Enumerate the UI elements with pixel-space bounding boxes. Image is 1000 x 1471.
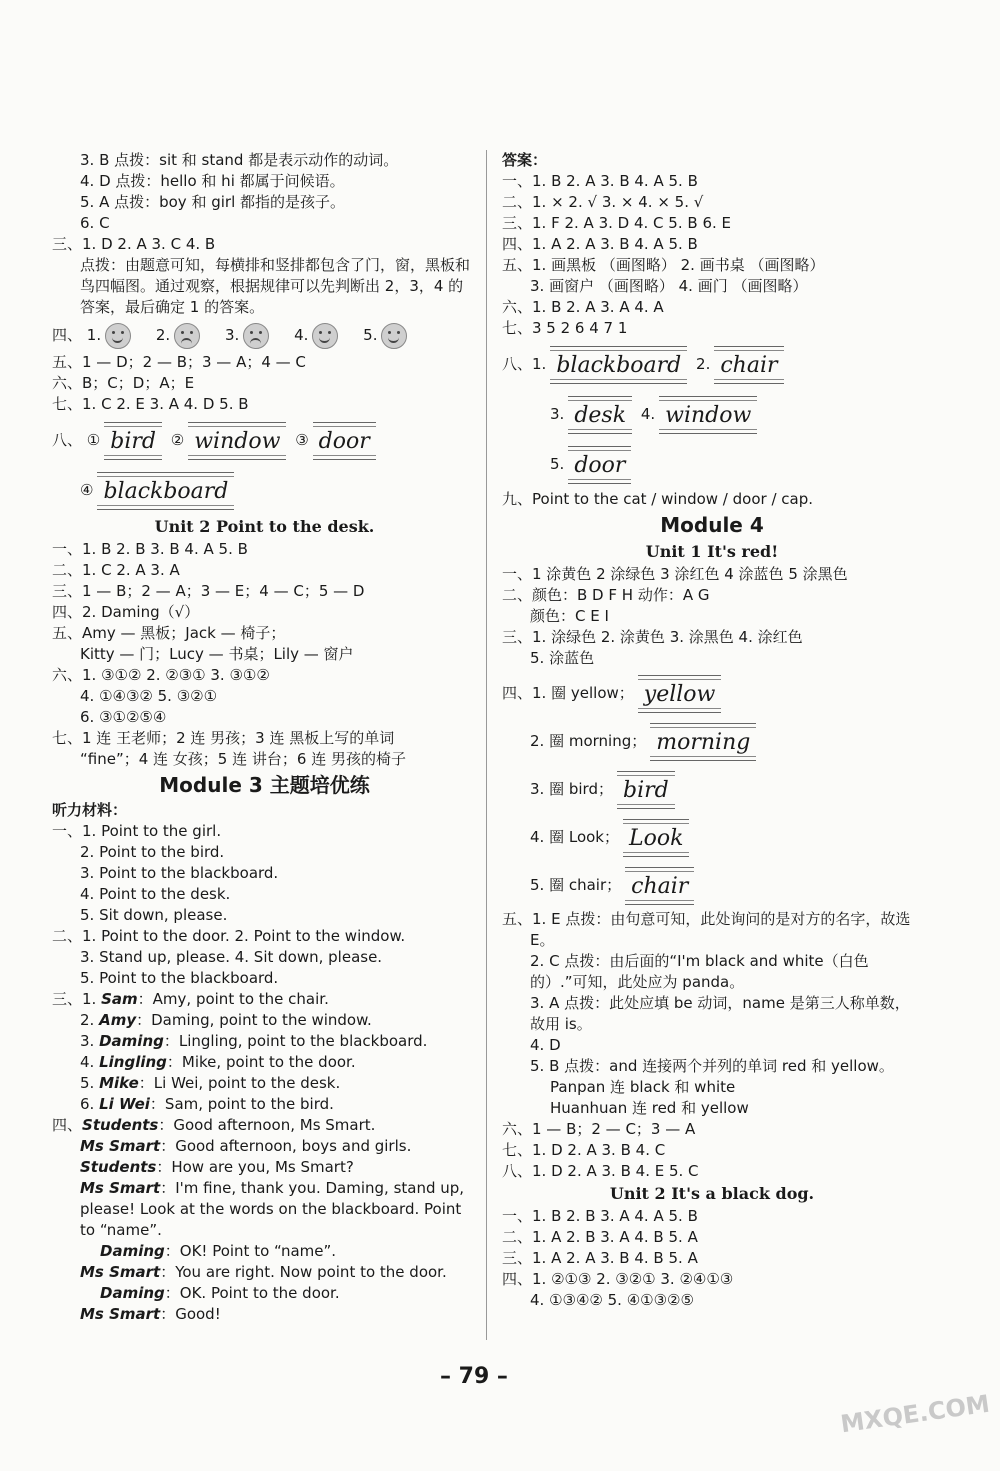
handwritten-word: bird xyxy=(617,771,675,809)
answer-line: 6. C xyxy=(80,214,110,232)
answer-line: 二、1. C 2. A 3. A xyxy=(52,561,180,579)
dialogue-line xyxy=(52,1073,477,1094)
section-number: 四、 xyxy=(52,326,83,344)
answer-line: 五、Amy — 黑板；Jack — 椅子； xyxy=(52,624,286,642)
answer-line: 三、1 — B；2 — A；3 — E；4 — C；5 — D xyxy=(52,582,365,600)
answer-line: 6. ③①②⑤④ xyxy=(80,708,167,726)
hint-paragraph: 5. B 点拨：and 连接两个并列的单词 red 和 yellow。 xyxy=(530,1057,894,1075)
answer-line: Huanhuan 连 red 和 yellow xyxy=(550,1099,749,1117)
answer-line: 三、1. F 2. A 3. D 4. C 5. B 6. E xyxy=(502,214,731,232)
transcript-line: 3. Point to the blackboard. xyxy=(80,864,279,882)
item-number: ① xyxy=(86,431,101,449)
hint-paragraph: 五、1. E 点拨：由句意可知，此处询问的是对方的名字，故选 E。 xyxy=(502,910,911,949)
answer-line: 一、1. B 2. B 3. B 4. A 5. B xyxy=(52,540,248,558)
handwritten-word: chair xyxy=(625,867,694,905)
speaker-name: Students xyxy=(80,1158,157,1176)
faces-row xyxy=(52,318,477,352)
handwriting-row xyxy=(52,415,477,465)
handwriting-row xyxy=(502,669,922,717)
item-number: 2. xyxy=(80,1011,95,1029)
handwriting-row xyxy=(502,861,922,909)
answer-line: 一、1. B 2. A 3. B 4. A 5. B xyxy=(502,172,698,190)
handwritten-word: blackboard xyxy=(550,346,687,384)
left-column xyxy=(52,150,477,1325)
item-number: 4. xyxy=(530,828,545,846)
handwritten-word: door xyxy=(313,422,376,460)
transcript-line: 一、1. Point to the girl. xyxy=(52,822,222,840)
section-number: 八、 xyxy=(52,431,83,449)
answer-line: 三、1. A 2. A 3. B 4. B 5. A xyxy=(502,1249,698,1267)
section-label: 听力材料： xyxy=(52,801,128,819)
hint-paragraph: 2. C 点拨：由后面的“I'm black and white（白色的）.”可知，此处应为 panda。 xyxy=(530,952,869,991)
dialogue-text: ：Mike, point to the door. xyxy=(166,1053,356,1071)
module-title: Module 4 xyxy=(660,513,764,537)
dialogue-line xyxy=(52,989,477,1010)
item-number: 3. xyxy=(224,326,240,344)
transcript-line: 2. Point to the bird. xyxy=(80,843,225,861)
item-number: 6. xyxy=(80,1095,95,1113)
item-number: 5. xyxy=(530,876,545,894)
handwritten-word: desk xyxy=(568,396,632,434)
handwriting-row xyxy=(502,813,922,861)
unit-title: Unit 1 It's red! xyxy=(645,542,779,561)
right-column xyxy=(502,150,922,1311)
section-label: 答案： xyxy=(502,151,548,169)
dialogue-line xyxy=(52,1010,477,1031)
hint-paragraph: 3. A 点拨：此处应填 be 动词，name 是第三人称单数，故用 is。 xyxy=(530,994,910,1033)
speaker-name: Ms Smart xyxy=(80,1137,161,1155)
dialogue-line xyxy=(52,1115,477,1136)
dialogue-text: ：OK! Point to “name”. xyxy=(164,1242,337,1260)
answer-line: 3. B 点拨：sit 和 stand 都是表示动作的动词。 xyxy=(80,151,399,169)
dialogue-text: ：OK. Point to the door. xyxy=(164,1284,340,1302)
dialogue-text: ：Lingling, point to the blackboard. xyxy=(163,1032,428,1050)
sad-face-icon xyxy=(243,323,269,349)
handwriting-row xyxy=(52,465,477,515)
unit-title: Unit 2 It's a black dog. xyxy=(609,1184,815,1203)
unit-title: Unit 2 Point to the desk. xyxy=(154,517,375,536)
smiley-face-icon xyxy=(105,323,131,349)
handwriting-row xyxy=(502,389,922,439)
answer-line: 三、1. 涂绿色 2. 涂黄色 3. 涂黑色 4. 涂红色 xyxy=(502,628,803,646)
speaker-name: Students xyxy=(82,1116,159,1134)
dialogue-line xyxy=(52,1283,477,1304)
item-number: ② xyxy=(170,431,185,449)
answer-line: 六、B；C；D；A；E xyxy=(52,374,195,392)
section-number: 四、 xyxy=(52,1116,83,1134)
sad-face-icon xyxy=(174,323,200,349)
speaker-name: Mike xyxy=(99,1074,139,1092)
answer-line: 一、1. B 2. B 3. A 4. A 5. B xyxy=(502,1207,698,1225)
dialogue-text: ：Good afternoon, boys and girls. xyxy=(160,1137,412,1155)
speaker-name: Sam xyxy=(101,990,138,1008)
answer-line: 4. D xyxy=(530,1036,561,1054)
handwritten-word: morning xyxy=(650,723,756,761)
answer-line: 八、1. D 2. A 3. B 4. E 5. C xyxy=(502,1162,699,1180)
dialogue-text: ：Amy, point to the chair. xyxy=(137,990,329,1008)
item-number: 4. xyxy=(80,1053,95,1071)
item-number: 三、1. xyxy=(52,990,97,1008)
section-number: 四、 xyxy=(502,684,533,702)
answer-line: 五、1 — D；2 — B；3 — A；4 — C xyxy=(52,353,306,371)
answer-line: 一、1 涂黄色 2 涂绿色 3 涂红色 4 涂蓝色 5 涂黑色 xyxy=(502,565,848,583)
answer-line: 七、1. D 2. A 3. B 4. C xyxy=(502,1141,666,1159)
answer-line: 三、1. D 2. A 3. C 4. B xyxy=(52,235,216,253)
answer-line: 二、颜色：B D F H 动作：A G xyxy=(502,586,710,604)
speaker-name: Daming xyxy=(100,1242,165,1260)
dialogue-line xyxy=(52,1157,477,1178)
answer-text: 圈 Look； xyxy=(549,828,619,846)
answer-line: 4. D 点拨：hello 和 hi 都属于问候语。 xyxy=(80,172,345,190)
item-number: 1. xyxy=(532,355,547,373)
answer-line: 六、1 — B；2 — C；3 — A xyxy=(502,1120,696,1138)
watermark: MXQE.COM xyxy=(838,1389,992,1439)
item-number: 5. xyxy=(80,1074,95,1092)
speaker-name: Lingling xyxy=(99,1053,167,1071)
answer-line: 九、Point to the cat / window / door / cap. xyxy=(502,490,813,508)
transcript-line: 5. Sit down, please. xyxy=(80,906,228,924)
item-number: 3. xyxy=(530,780,545,798)
handwritten-word: yellow xyxy=(638,675,722,713)
dialogue-text: ：How are you, Ms Smart? xyxy=(156,1158,354,1176)
handwritten-word: door xyxy=(568,446,631,484)
speaker-name: Ms Smart xyxy=(80,1305,161,1323)
smiley-face-icon xyxy=(312,323,338,349)
answer-text: 圈 bird； xyxy=(549,780,613,798)
item-number: 5. xyxy=(363,326,378,344)
handwritten-word: Look xyxy=(623,819,689,857)
answer-line: 七、3 5 2 6 4 7 1 xyxy=(502,319,628,337)
answer-line: 四、2. Daming（√） xyxy=(52,603,200,621)
answer-line: 六、1. B 2. A 3. A 4. A xyxy=(502,298,664,316)
item-number: 2. xyxy=(530,732,545,750)
handwritten-word: bird xyxy=(104,422,162,460)
item-number: 2. xyxy=(696,355,711,373)
item-number: 2. xyxy=(155,326,171,344)
dialogue-text: ：Sam, point to the bird. xyxy=(149,1095,334,1113)
dialogue-line xyxy=(52,1031,477,1052)
dialogue-line xyxy=(52,1262,477,1283)
item-number: 4. xyxy=(294,326,309,344)
dialogue-text: ：Good afternoon, Ms Smart. xyxy=(158,1116,376,1134)
handwriting-row xyxy=(502,717,922,765)
dialogue-line xyxy=(52,1178,477,1241)
item-number: 5. xyxy=(550,455,565,473)
answer-line: 六、1. ③①② 2. ②③① 3. ③①② xyxy=(52,666,270,684)
smiley-face-icon xyxy=(381,323,407,349)
dialogue-line xyxy=(52,1241,477,1262)
answer-line: 4. ①③④② 5. ④①③②⑤ xyxy=(530,1291,694,1309)
handwriting-row xyxy=(502,765,922,813)
item-number: 3. xyxy=(80,1032,95,1050)
answer-line: 五、1. 画黑板 （画图略） 2. 画书桌 （画图略） xyxy=(502,256,825,274)
handwritten-word: blackboard xyxy=(97,472,234,510)
transcript-line: 二、1. Point to the door. 2. Point to the window. xyxy=(52,927,406,945)
item-number: 3. xyxy=(550,405,565,423)
dialogue-text: ：Good! xyxy=(160,1305,221,1323)
answer-text: 圈 chair； xyxy=(549,876,622,894)
module-title: Module 3 主题培优练 xyxy=(159,773,370,797)
dialogue-line xyxy=(52,1052,477,1073)
handwritten-word: chair xyxy=(714,346,783,384)
column-divider xyxy=(486,150,487,1340)
item-number: ④ xyxy=(80,481,94,499)
answer-line: Kitty — 门；Lucy — 书桌；Lily — 窗户 xyxy=(80,645,354,663)
answer-line: 5. 涂蓝色 xyxy=(530,649,595,667)
item-number: 1. xyxy=(86,326,102,344)
handwritten-word: window xyxy=(188,422,286,460)
answer-line: 四、1. ②①③ 2. ③②① 3. ②④①③ xyxy=(502,1270,734,1288)
handwriting-row xyxy=(502,339,922,389)
handwritten-word: window xyxy=(659,396,757,434)
answer-line: 5. A 点拨：boy 和 girl 都指的是孩子。 xyxy=(80,193,346,211)
dialogue-text: ：You are right. Now point to the door. xyxy=(160,1263,447,1281)
dialogue-line xyxy=(52,1136,477,1157)
speaker-name: Li Wei xyxy=(99,1095,150,1113)
speaker-name: Daming xyxy=(100,1284,165,1302)
answer-text: 圈 morning； xyxy=(549,732,647,750)
item-number: ③ xyxy=(295,431,309,449)
dialogue-text: ：Daming, point to the window. xyxy=(136,1011,372,1029)
speaker-name: Amy xyxy=(99,1011,137,1029)
dialogue-line xyxy=(52,1304,477,1325)
answer-line: 二、1. A 2. B 3. A 4. B 5. A xyxy=(502,1228,698,1246)
dialogue-line xyxy=(52,1094,477,1115)
answer-line: 四、1. A 2. A 3. B 4. A 5. B xyxy=(502,235,698,253)
speaker-name: Ms Smart xyxy=(80,1263,161,1281)
answer-line: Panpan 连 black 和 white xyxy=(550,1078,736,1096)
transcript-line: 5. Point to the blackboard. xyxy=(80,969,279,987)
answer-line: 二、1. × 2. √ 3. × 4. × 5. √ xyxy=(502,193,704,211)
page-number: – 79 – xyxy=(440,1364,508,1389)
answer-line: 七、1 连 王老师；2 连 男孩；3 连 黑板上写的单词 xyxy=(52,729,395,747)
item-number: 1. xyxy=(532,684,547,702)
section-number: 八、 xyxy=(502,355,533,373)
answer-line: 颜色：C E I xyxy=(530,607,609,625)
answer-line: 七、1. C 2. E 3. A 4. D 5. B xyxy=(52,395,249,413)
item-number: 4. xyxy=(640,405,656,423)
speaker-name: Ms Smart xyxy=(80,1179,161,1197)
handwriting-row xyxy=(502,439,922,489)
answer-text: 圈 yellow； xyxy=(551,684,634,702)
hint-paragraph: 点拨：由题意可知，每横排和竖排都包含了门，窗，黑板和鸟四幅图。通过观察，根据规律可以先判断出 2，3，4 的答案，最后确定 1 的答案。 xyxy=(80,256,471,316)
answer-line: “fine”；4 连 女孩；5 连 讲台；6 连 男孩的椅子 xyxy=(80,750,406,768)
transcript-line: 3. Stand up, please. 4. Sit down, please. xyxy=(80,948,383,966)
answer-line: 4. ①④③② 5. ③②① xyxy=(80,687,218,705)
transcript-line: 4. Point to the desk. xyxy=(80,885,231,903)
dialogue-text: ：I'm fine, thank you. Daming, stand up, please! Look at the words on the blackboard. Point to “name”. xyxy=(80,1179,465,1239)
speaker-name: Daming xyxy=(99,1032,164,1050)
answer-line: 3. 画窗户 （画图略） 4. 画门 （画图略） xyxy=(530,277,808,295)
dialogue-text: ：Li Wei, point to the desk. xyxy=(138,1074,341,1092)
